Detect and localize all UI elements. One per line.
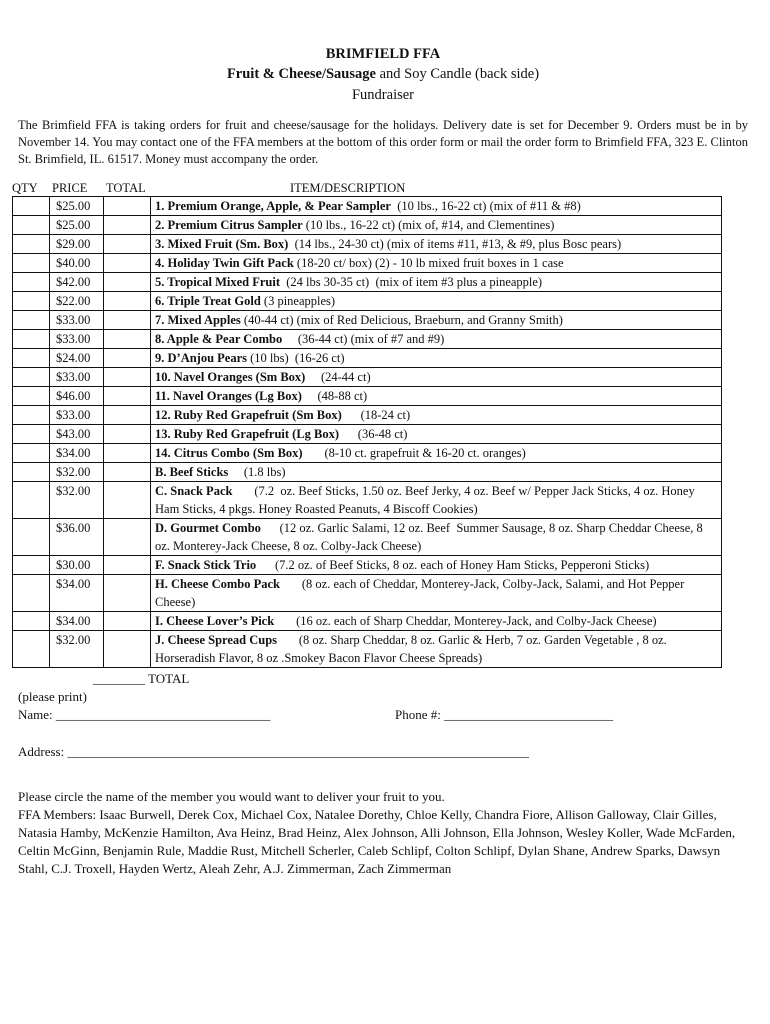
item-cell [151,386,722,405]
qty-cell[interactable] [13,234,50,253]
qty-cell[interactable] [13,367,50,386]
item-name: B. Beef Sticks [155,464,229,479]
price-cell: $33.00 [50,367,104,386]
item-desc: (48-88 ct) [301,388,368,403]
qty-cell[interactable] [13,291,50,310]
item-cell [151,348,722,367]
total-cell[interactable] [104,630,151,667]
column-headers [12,179,748,196]
qty-cell[interactable] [13,630,50,667]
table-row [13,386,722,405]
item-name: D. Gourmet Combo [155,520,261,535]
item-name: 7. Mixed Apples [155,312,241,327]
table-row [13,611,722,630]
price-cell: $30.00 [50,555,104,574]
please-print-label: (please print) [18,688,87,704]
item-name: 3. Mixed Fruit (Sm. Box) [155,236,289,251]
price-cell: $43.00 [50,424,104,443]
item-name: 1. Premium Orange, Apple, & Pear Sampler [155,198,391,213]
item-cell [151,518,722,555]
total-cell[interactable] [104,574,151,611]
item-desc: (12 oz. Garlic Salami, 12 oz. Beef Summer Sausage, 8 oz. Sharp Cheddar Cheese, 8 oz. Monterey-Jack Cheese, 8 oz. Colby-Jack Cheese) [155,520,706,553]
phone-field[interactable]: Phone #: __________________________ [395,706,614,722]
total-cell[interactable] [104,367,151,386]
item-cell [151,310,722,329]
table-row [13,481,722,518]
item-desc: (36-44 ct) (mix of #7 and #9) [282,331,445,346]
item-name: J. Cheese Spread Cups [155,632,278,647]
qty-cell[interactable] [13,272,50,291]
item-desc: (10 lbs., 16-22 ct) (mix of #11 & #8) [390,198,581,213]
price-cell: $32.00 [50,630,104,667]
price-cell: $40.00 [50,253,104,272]
item-desc: (10 lbs) (16-26 ct) [247,350,345,365]
total-cell[interactable] [104,481,151,518]
price-cell: $42.00 [50,272,104,291]
total-cell[interactable] [104,611,151,630]
item-desc: (36-48 ct) [339,426,408,441]
qty-cell[interactable] [13,574,50,611]
qty-cell[interactable] [13,481,50,518]
address-field[interactable]: Address: _______________________________________________________________________ [18,743,529,759]
header [18,44,748,105]
price-cell: $24.00 [50,348,104,367]
total-cell[interactable] [104,272,151,291]
item-name: 6. Triple Treat Gold [155,293,261,308]
item-cell [151,424,722,443]
table-row [13,555,722,574]
subtitle-rest: and Soy Candle (back side) [375,66,540,83]
item-desc: (8-10 ct. grapefruit & 16-20 ct. oranges) [302,445,526,460]
table-row [13,196,722,215]
item-name: 8. Apple & Pear Combo [155,331,283,346]
qty-cell[interactable] [13,253,50,272]
total-cell[interactable] [104,443,151,462]
item-cell [151,234,722,253]
qty-cell[interactable] [13,611,50,630]
total-cell[interactable] [104,291,151,310]
qty-cell[interactable] [13,405,50,424]
item-cell [151,443,722,462]
members-section [18,788,748,879]
item-cell [151,253,722,272]
table-row [13,443,722,462]
qty-cell[interactable] [13,462,50,481]
total-cell[interactable] [104,462,151,481]
total-cell[interactable] [104,348,151,367]
item-desc: (8 oz. each of Cheddar, Monterey-Jack, Colby-Jack, Salami, and Hot Pepper Cheese) [155,576,688,609]
total-cell[interactable] [104,329,151,348]
item-desc: (7.2 oz. of Beef Sticks, 8 oz. each of Honey Ham Sticks, Pepperoni Sticks) [256,557,650,572]
name-field[interactable]: Name: _________________________________ [18,706,271,722]
item-cell [151,367,722,386]
qty-cell[interactable] [13,310,50,329]
price-cell: $32.00 [50,481,104,518]
customer-info [18,688,748,762]
item-cell [151,555,722,574]
item-desc: (1.8 lbs) [228,464,286,479]
qty-cell[interactable] [13,348,50,367]
table-row [13,424,722,443]
item-name: F. Snack Stick Trio [155,557,257,572]
table-row [13,310,722,329]
item-cell [151,481,722,518]
item-cell [151,630,722,667]
subtitle-bold: Fruit & Cheese/Sausage [226,66,376,83]
table-row [13,234,722,253]
col-price: PRICE [52,180,88,195]
price-cell: $32.00 [50,462,104,481]
item-cell [151,291,722,310]
price-cell: $34.00 [50,443,104,462]
item-cell [151,462,722,481]
price-cell: $33.00 [50,329,104,348]
total-cell[interactable] [104,234,151,253]
item-name: H. Cheese Combo Pack [155,576,280,591]
item-cell [151,611,722,630]
table-row [13,518,722,555]
page-subtitle-line3: Fundraiser [351,86,414,103]
price-cell: $22.00 [50,291,104,310]
item-cell [151,196,722,215]
item-desc: (3 pineapples) [260,293,336,308]
total-cell[interactable] [104,405,151,424]
qty-cell[interactable] [13,518,50,555]
item-desc: (14 lbs., 24-30 ct) (mix of items #11, #13, & #9, plus Bosc pears) [288,236,622,251]
order-form-page [12,44,748,878]
qty-cell[interactable] [13,555,50,574]
price-cell: $25.00 [50,215,104,234]
table-row [13,253,722,272]
item-desc: (18-20 ct/ box) (2) - 10 lb mixed fruit boxes in 1 case [293,255,564,270]
qty-cell[interactable] [13,424,50,443]
total-cell[interactable] [104,215,151,234]
table-row [13,215,722,234]
qty-cell[interactable] [13,329,50,348]
total-cell[interactable] [104,196,151,215]
members-prompt: Please circle the name of the member you would want to deliver your fruit to you. [18,788,445,804]
item-cell [151,405,722,424]
total-cell[interactable] [104,386,151,405]
item-cell [151,215,722,234]
price-cell: $29.00 [50,234,104,253]
item-name: 2. Premium Citrus Sampler [155,217,303,232]
item-name: 5. Tropical Mixed Fruit [155,274,280,289]
item-desc: (18-24 ct) [341,407,411,422]
item-name: I. Cheese Lover’s Pick [155,613,275,628]
col-item: ITEM/DESCRIPTION [290,180,406,195]
item-desc: (16 oz. each of Sharp Cheddar, Monterey-Jack, and Colby-Jack Cheese) [274,613,657,628]
total-line[interactable]: ________ TOTAL [93,670,190,686]
page-subtitle [18,64,748,84]
table-row [13,329,722,348]
qty-cell[interactable] [13,386,50,405]
price-cell: $34.00 [50,611,104,630]
qty-cell[interactable] [13,196,50,215]
item-desc: (8 oz. Sharp Cheddar, 8 oz. Garlic & Herb, 7 oz. Garden Vegetable , 8 oz. Horseradish Flavor, 8 oz .Smokey Bacon Flavor Cheese Spreads) [155,632,670,665]
price-cell: $25.00 [50,196,104,215]
table-row [13,348,722,367]
price-cell: $36.00 [50,518,104,555]
item-name: 10. Navel Oranges (Sm Box) [155,369,306,384]
total-cell[interactable] [104,518,151,555]
qty-cell[interactable] [13,443,50,462]
table-row [13,291,722,310]
order-table [12,196,722,668]
item-desc: (24-44 ct) [305,369,371,384]
item-cell [151,329,722,348]
item-name: 9. D’Anjou Pears [155,350,248,365]
item-desc: (40-44 ct) (mix of Red Delicious, Braeburn, and Granny Smith) [240,312,563,327]
total-cell[interactable] [104,310,151,329]
table-row [13,405,722,424]
item-name: 14. Citrus Combo (Sm Box) [155,445,303,460]
table-row [13,630,722,667]
item-desc: (7.2 oz. Beef Sticks, 1.50 oz. Beef Jerky, 4 oz. Beef w/ Pepper Jack Sticks, 4 oz. Honey Ham Sticks, 4 pkgs. Honey Roasted Peanuts, 4 Biscoff Cookies) [155,483,698,516]
item-cell [151,574,722,611]
item-desc: (24 lbs 30-35 ct) (mix of item #3 plus a pineapple) [280,274,543,289]
item-name: 11. Navel Oranges (Lg Box) [155,388,302,403]
price-cell: $34.00 [50,574,104,611]
item-name: 12. Ruby Red Grapefruit (Sm Box) [155,407,342,422]
table-row [13,367,722,386]
price-cell: $33.00 [50,310,104,329]
total-cell[interactable] [104,253,151,272]
table-row [13,462,722,481]
page-title: BRIMFIELD FFA [325,46,441,62]
item-cell [151,272,722,291]
qty-cell[interactable] [13,215,50,234]
total-cell[interactable] [104,424,151,443]
total-cell[interactable] [104,555,151,574]
col-qty: QTY [12,180,38,195]
col-total: TOTAL [106,180,146,195]
table-row [13,574,722,611]
item-name: C. Snack Pack [155,483,233,498]
price-cell: $33.00 [50,405,104,424]
item-name: 4. Holiday Twin Gift Pack [155,255,294,270]
item-name: 13. Ruby Red Grapefruit (Lg Box) [155,426,340,441]
price-cell: $46.00 [50,386,104,405]
table-row [13,272,722,291]
members-list: FFA Members: Isaac Burwell, Derek Cox, Michael Cox, Natalee Dorethy, Chloe Kelly, Chandra Fiore, Allison Galloway, Clair Gilles, Natasia Hamby, McKenzie Hamilton, Ava Heinz, Brad Heinz, Alex Johnson, Alli Johnson, Ella Johnson, Wesley Koller, Wade McFarden, Celtin McGinn, Benjamin Rule, Maddie Rust, Mitchell Scherler, Caleb Schlipf, Colton Schlipf, Dylan Shane, Andrew Sparks, Dawsyn Stahl, C.J. Troxell, Hayden Wertz, Aleah Zehr, A.J. Zimmerman, Zach Zimmerman [18,806,736,877]
intro-paragraph: The Brimfield FFA is taking orders for fruit and cheese/sausage for the holidays. Delivery date is set for December 9. Orders must be in by November 14. You may contact one of the FFA members at the bottom of this order form or mail the order form to Brimfield FFA, 323 E. Clinton St. Brimfield, IL. 61517. Money must accompany the order. [18,117,748,167]
item-desc: (10 lbs., 16-22 ct) (mix of, #14, and Clementines) [302,217,555,232]
